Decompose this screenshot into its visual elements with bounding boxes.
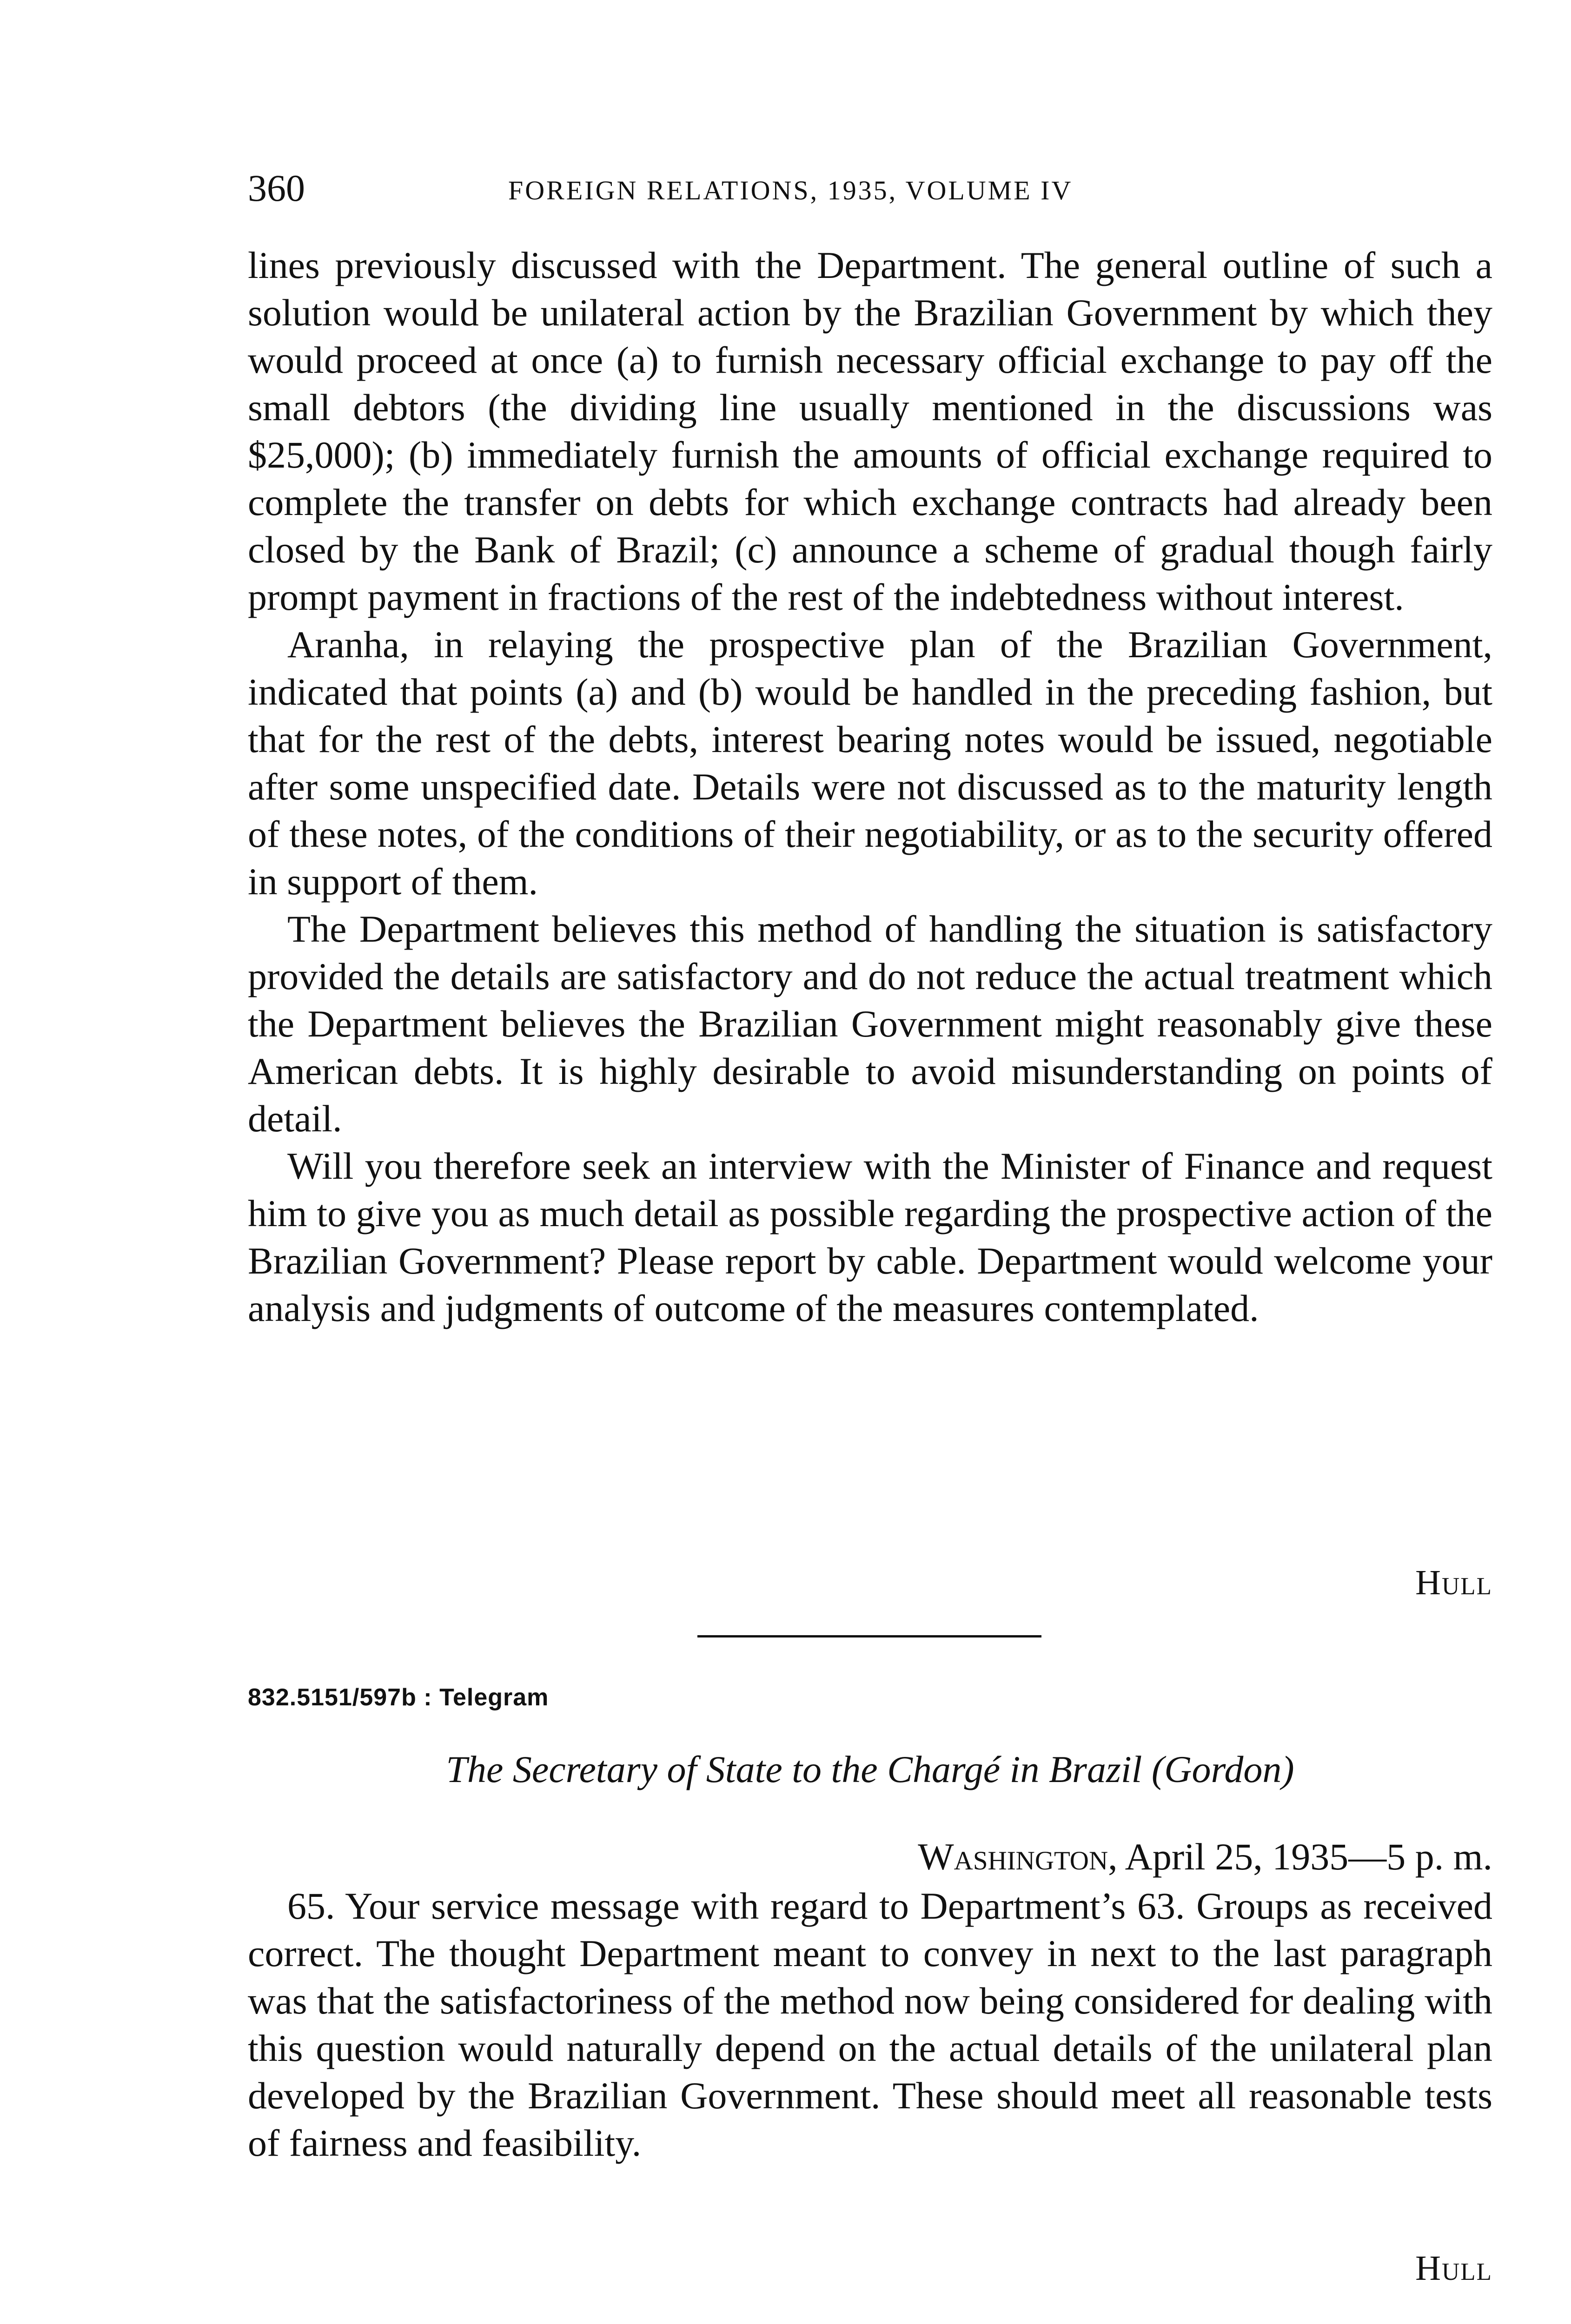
dateline-date: April 25, 1935—5 p. m. xyxy=(1125,1835,1492,1878)
page-number: 360 xyxy=(248,167,305,209)
telegram-body xyxy=(248,1882,1492,2167)
page-header xyxy=(248,165,1492,211)
telegram-paragraph: 65. Your service message with regard to Department’s 63. Groups as received correct. The thought Department meant to convey in next to the last paragraph was that the satisfactoriness of the method now being considered for dealing with this question would naturally depend on the actual details of the unilateral plan developed by the Brazilian Government. These should meet all reasonable tests of fairness and feasibility. xyxy=(248,1885,1492,2164)
body-paragraph: Aranha, in relaying the prospective plan of the Brazilian Government, indicated that points (a) and (b) would be handled in the preceding fashion, but that for the rest of the debts, interest bearing notes would be issued, negotiable after some unspecified date. Details were not discussed as to the maturity length of these notes, of the conditions of their negotiability, or as to the security offered in support of them. xyxy=(248,623,1492,903)
signature-hull-first: Hull xyxy=(1415,1563,1492,1602)
body-paragraph: Will you therefore seek an interview with the Minister of Finance and request him to give you as much detail as possible regarding the prospective action of the Brazilian Government? Please report by cable. Department would welcome your analysis and judgments of outcome of the measures contemplated. xyxy=(248,1145,1492,1329)
continued-document-body xyxy=(248,242,1492,1332)
file-reference: 832.5151/597b : Telegram xyxy=(248,1684,549,1711)
dateline-place: Washington, xyxy=(918,1835,1118,1878)
document-title: The Secretary of State to the Chargé in Brazil (Gordon) xyxy=(446,1748,1294,1790)
running-head: FOREIGN RELATIONS, 1935, VOLUME IV xyxy=(508,175,1073,205)
dateline xyxy=(248,1834,1492,1880)
body-paragraph: lines previously discussed with the Department. The general outline of such a solution would be unilateral action by the Brazilian Government by which they would proceed at once (a) to furnish necessary official exchange to pay off the small debtors (the dividing line usually mentioned in the discussions was $25,000); (b) immediately furnish the amounts of official exchange required to complete the transfer on debts for which exchange contracts had already been closed by the Bank of Brazil; (c) announce a scheme of gradual though fairly prompt payment in fractions of the rest of the indebtedness without interest. xyxy=(248,244,1492,618)
body-paragraph: The Department believes this method of handling the situation is satisfactory provided the details are satisfactory and do not reduce the actual treatment which the Department believes the Brazilian Government might reasonably give these American debts. It is highly desirable to avoid misunderstanding on points of detail. xyxy=(248,908,1492,1140)
section-divider xyxy=(697,1635,1041,1637)
signature-hull-second: Hull xyxy=(1415,2249,1492,2288)
